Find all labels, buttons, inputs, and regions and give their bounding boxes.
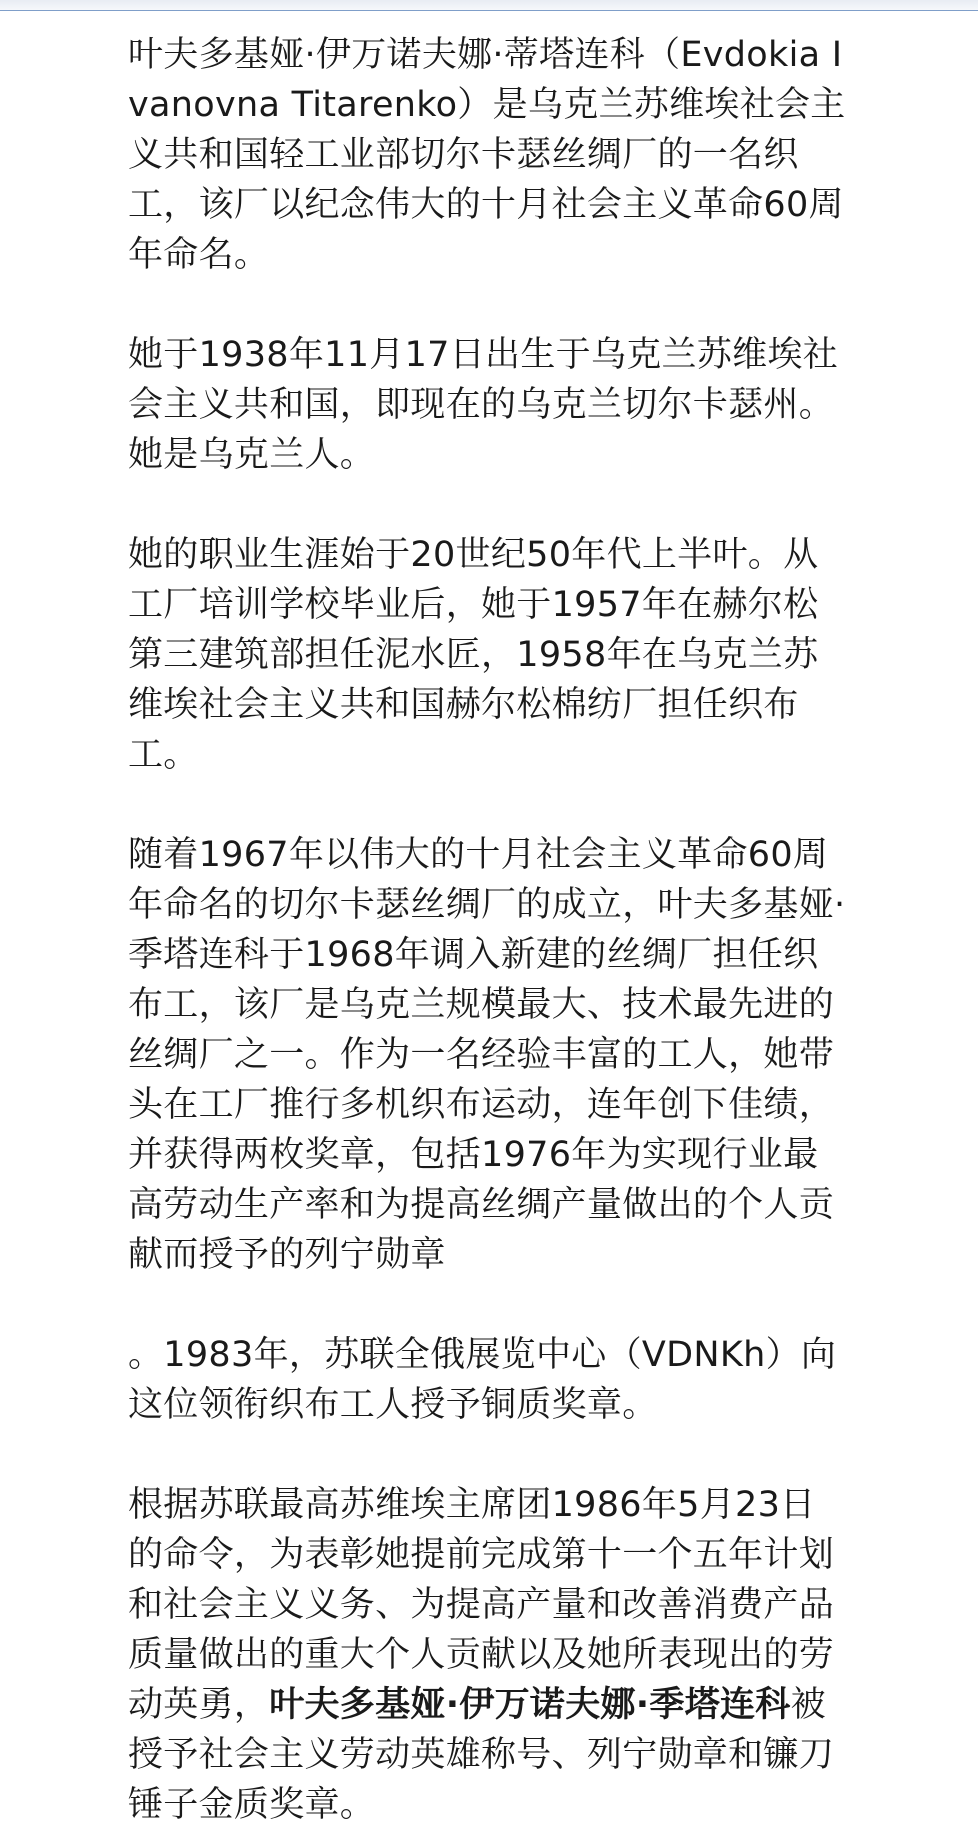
award-recipient-name: 叶夫多基娅·伊万诺夫娜·季塔连科	[269, 1685, 791, 1725]
paragraph-intro: 叶夫多基娅·伊万诺夫娜·蒂塔连科（Evdokia Ivanovna Titarenko）是乌克兰苏维埃社会主义共和国轻工业部切尔卡瑟丝绸厂的一名织工，该厂以纪念伟大的十月社会主义革命60周年命名。	[128, 35, 846, 275]
award-text-before: 根据苏联最高苏维埃主席团1986年5月23日的命令，为表彰她提前完成第十一个五年计划和社会主义义务、为提高产量和改善消费产品质量做出的重大个人贡献以及她所表现出的劳动英勇，	[128, 1485, 835, 1725]
paragraph-hero-award	[128, 1480, 850, 1830]
award-text-after: 被授予社会主义劳动英雄称号、列宁勋章和镰刀锤子金质奖章。	[128, 1685, 835, 1825]
paragraph-birth: 她于1938年11月17日出生于乌克兰苏维埃社会主义共和国，即现在的乌克兰切尔卡瑟州。她是乌克兰人。	[128, 335, 839, 475]
paragraph-early-career: 她的职业生涯始于20世纪50年代上半叶。从工厂培训学校毕业后，她于1957年在赫尔松第三建筑部担任泥水匠，1958年在乌克兰苏维埃社会主义共和国赫尔松棉纺厂担任织布工。	[128, 535, 819, 775]
article-body	[128, 30, 850, 1830]
paragraph-silk-factory: 随着1967年以伟大的十月社会主义革命60周年命名的切尔卡瑟丝绸厂的成立，叶夫多基娅·季塔连科于1968年调入新建的丝绸厂担任织布工，该厂是乌克兰规模最大、技术最先进的丝绸厂之一。作为一名经验丰富的工人，她带头在工厂推行多机织布运动，连年创下佳绩，并获得两枚奖章，包括1976年为实现行业最高劳动生产率和为提高丝绸产量做出的个人贡献而授予的列宁勋章	[128, 835, 846, 1275]
top-toolbar-edge	[0, 0, 978, 11]
paragraph-vdnkh-medal: 。1983年，苏联全俄展览中心（VDNKh）向这位领衔织布工人授予铜质奖章。	[128, 1335, 837, 1425]
